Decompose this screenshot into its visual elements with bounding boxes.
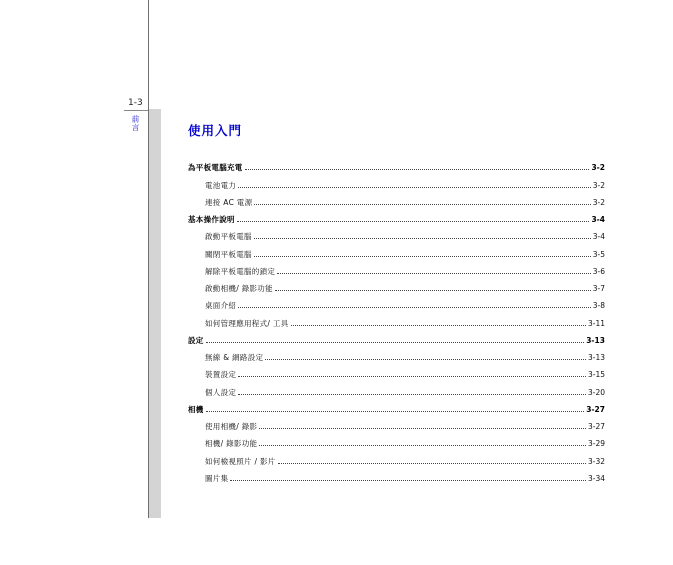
toc-leader-dots	[230, 480, 586, 481]
toc-subsection-entry[interactable]	[188, 362, 605, 379]
toc-section-entry[interactable]	[188, 397, 605, 414]
toc-entry-label: 基本操作說明	[188, 215, 235, 224]
toc-subsection-entry[interactable]	[188, 276, 605, 293]
toc-entry-label: 如何管理應用程式/ 工具	[205, 318, 289, 328]
toc-entry-page: 3-32	[587, 456, 605, 466]
toc-subsection-entry[interactable]	[188, 379, 605, 396]
toc-entry-label: 連接 AC 電源	[205, 197, 253, 207]
toc-entry-label: 解除平板電腦的鎖定	[205, 266, 276, 276]
toc-section-entry[interactable]	[188, 207, 605, 224]
toc-entry-label: 為平板電腦充電	[188, 163, 243, 173]
toc-leader-dots	[206, 342, 585, 343]
toc-entry-page: 3-4	[592, 232, 605, 242]
toc-leader-dots	[245, 169, 590, 170]
toc-entry-label: 相機	[188, 404, 204, 414]
toc-subsection-entry[interactable]	[188, 310, 605, 327]
toc-entry-page: 3-13	[586, 335, 605, 345]
toc-subsection-entry[interactable]	[188, 414, 605, 431]
toc-entry-page: 3-15	[587, 370, 605, 380]
toc-entry-page: 3-7	[592, 284, 605, 293]
toc-entry-label: 使用相機/ 錄影	[205, 422, 258, 431]
toc-leader-dots	[254, 204, 590, 205]
toc-leader-dots	[254, 238, 591, 239]
toc-entry-page: 3-34	[587, 473, 605, 483]
toc-entry-label: 啟動平板電腦	[205, 232, 252, 242]
toc-entry-page: 3-6	[592, 266, 605, 276]
page-number: 1-3	[128, 98, 143, 108]
toc-leader-dots	[237, 221, 590, 222]
toc-subsection-entry[interactable]	[188, 241, 605, 258]
page-title: 使用入門	[188, 123, 243, 138]
toc-entry-page: 3-11	[587, 318, 605, 328]
toc-entry-label: 無線 & 網路設定	[205, 353, 264, 362]
toc-subsection-entry[interactable]	[188, 224, 605, 241]
toc-leader-dots	[278, 463, 586, 464]
chapter-side-label: 前言	[131, 115, 140, 132]
toc-leader-dots	[238, 187, 591, 188]
toc-entry-label: 圖片集	[205, 473, 229, 483]
toc-leader-dots	[291, 325, 586, 326]
toc-entry-page: 3-2	[592, 180, 605, 190]
toc-subsection-entry[interactable]	[188, 190, 605, 207]
toc-entry-label: 啟動相機/ 錄影功能	[205, 284, 273, 293]
toc-leader-dots	[238, 394, 586, 395]
toc-entry-label: 相機/ 錄影功能	[205, 439, 258, 449]
toc-entry-page: 3-2	[592, 197, 605, 207]
toc-subsection-entry[interactable]	[188, 431, 605, 448]
toc-entry-page: 3-20	[587, 387, 605, 397]
toc-entry-page: 3-4	[591, 215, 605, 224]
toc-leader-dots	[275, 290, 591, 291]
toc-leader-dots	[259, 445, 586, 446]
page-number-rule	[124, 110, 148, 111]
toc-entry-label: 裝置設定	[205, 370, 237, 380]
toc-leader-dots	[206, 411, 585, 412]
toc-leader-dots	[254, 256, 591, 257]
toc-entry-label: 設定	[188, 335, 204, 345]
toc-leader-dots	[259, 428, 586, 429]
toc-entry-page: 3-27	[586, 404, 605, 414]
toc-section-entry[interactable]	[188, 328, 605, 345]
toc-subsection-entry[interactable]	[188, 345, 605, 362]
toc-entry-page: 3-29	[587, 439, 605, 449]
toc-entry-page: 3-13	[587, 353, 605, 362]
toc-entry-label: 個人設定	[205, 387, 237, 397]
toc-subsection-entry[interactable]	[188, 293, 605, 310]
toc-entry-label: 電池電力	[205, 180, 237, 190]
toc-leader-dots	[238, 307, 591, 308]
toc-subsection-entry[interactable]	[188, 259, 605, 276]
table-of-contents	[188, 155, 605, 483]
toc-leader-dots	[265, 359, 586, 360]
toc-subsection-entry[interactable]	[188, 466, 605, 483]
toc-subsection-entry[interactable]	[188, 172, 605, 189]
toc-entry-page: 3-2	[591, 163, 605, 173]
margin-gray-bar	[149, 109, 161, 518]
toc-entry-label: 關閉平板電腦	[205, 249, 252, 259]
toc-entry-label: 桌面介紹	[205, 301, 237, 311]
toc-section-entry[interactable]	[188, 155, 605, 172]
toc-leader-dots	[238, 376, 586, 377]
toc-entry-label: 如何檢視照片 / 影片	[205, 456, 276, 466]
toc-entry-page: 3-8	[592, 301, 605, 311]
toc-entry-page: 3-5	[592, 249, 605, 259]
toc-leader-dots	[277, 273, 591, 274]
toc-entry-page: 3-27	[587, 422, 605, 431]
toc-subsection-entry[interactable]	[188, 448, 605, 465]
